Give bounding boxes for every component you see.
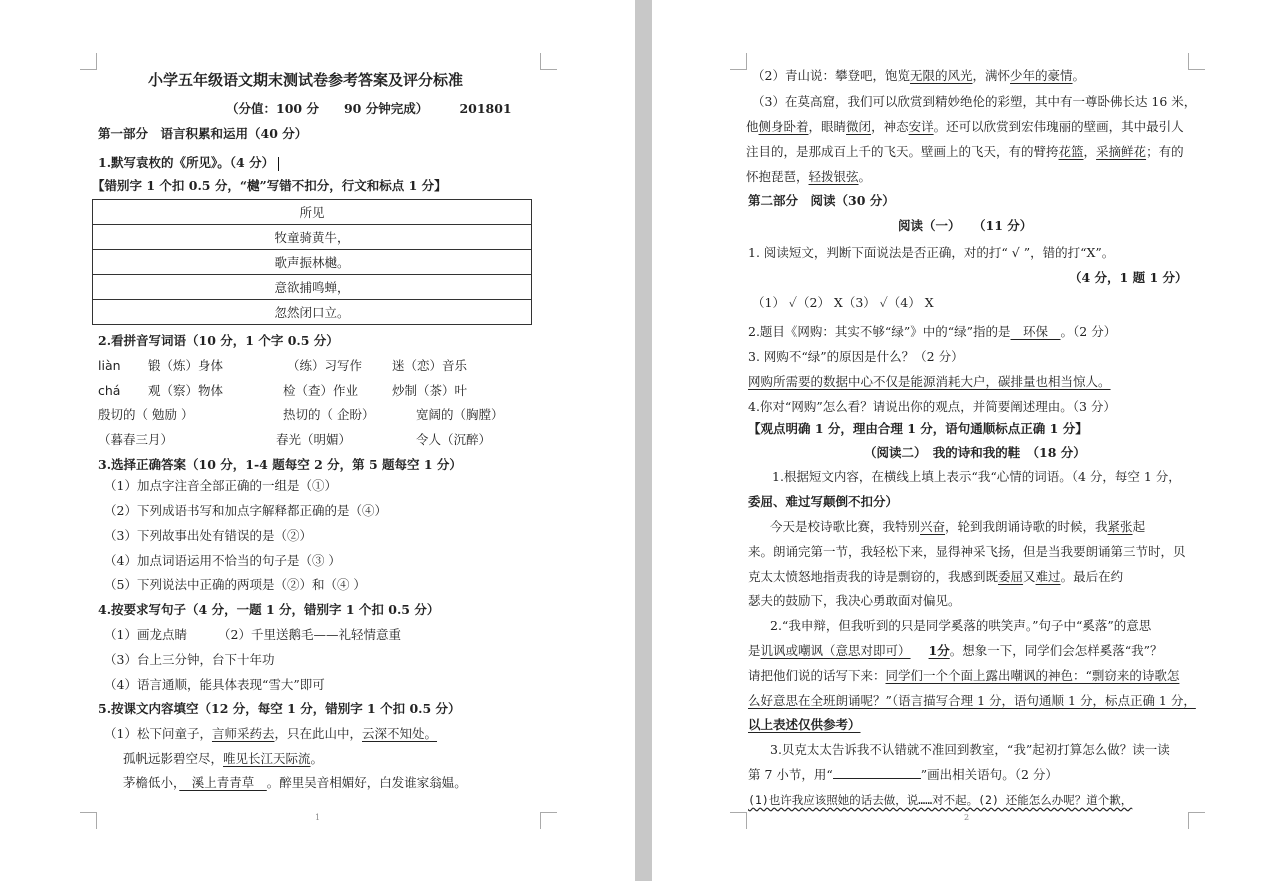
answer-line: （3）台上三分钟，台下十年功 <box>104 652 275 667</box>
answer-text: 观（察）物体 <box>148 383 224 398</box>
document-page-1 <box>0 0 635 881</box>
pinyin: liàn <box>98 358 121 373</box>
section-heading: 第一部分 语言积累和运用（40 分） <box>98 126 308 141</box>
table-cell: 所见 <box>93 200 532 225</box>
answer-text: 殷切的（ 勉励 ） <box>98 407 194 422</box>
answer-line: 克太太愤怒地指责我的诗是剽窃的，我感到既委屈又难过。最后在约 <box>748 569 1124 584</box>
answer-text: 锻（炼）身体 <box>148 358 224 373</box>
answer-line: 来。朗诵完第一节，我轻松下来，显得神采飞扬，但是当我要朗诵第三节时，贝 <box>748 544 1186 559</box>
answer-line: 网购所需要的数据中心不仅是能源消耗大户，碳排量也相当惊人。 <box>748 374 1111 389</box>
answer-line: 怀抱琵琶，轻拨银弦。 <box>746 169 872 184</box>
pinyin: chá <box>98 383 121 398</box>
question-score: （4 分，1 题 1 分） <box>1069 270 1188 285</box>
answer-line: （5）下列说法中正确的两项是（②）和（④ ） <box>104 577 366 592</box>
question-heading: 5.按课文内容填空（12 分，每空 1 分，错别字 1 个扣 0.5 分） <box>98 701 461 716</box>
answer-text: 检（查）作业 <box>283 383 359 398</box>
answer-line: （2）下列成语书写和加点字解释都正确的是（④） <box>104 503 387 518</box>
page-gap <box>635 0 652 881</box>
table-row <box>93 250 532 275</box>
crop-mark <box>80 812 97 829</box>
crop-mark <box>80 53 97 70</box>
answer-line: 么好意思在全班朗诵呢？”（语言描写合理 1 分，语句通顺 1 分，标点正确 1 分， <box>748 693 1196 708</box>
question-heading: 4.按要求写句子（4 分，一题 1 分，错别字 1 个扣 0.5 分） <box>98 602 440 617</box>
document-page-2 <box>652 0 1280 881</box>
question-line: 3.贝克太太告诉我不认错就不准回到教室，“我”起初打算怎么做？读一读 <box>770 742 1170 757</box>
table-cell: 歌声振林樾。 <box>93 250 532 275</box>
page-title: 小学五年级语文期末测试卷参考答案及评分标准 <box>148 71 464 89</box>
answer-line: （3）下列故事出处有错误的是（②） <box>104 528 312 543</box>
crop-mark <box>730 53 747 70</box>
table-row <box>93 275 532 300</box>
poem-table <box>92 199 532 325</box>
scoring-rule: 委屈、难过写颠倒不扣分） <box>748 494 899 509</box>
answer-text: （暮春三月） <box>98 432 174 447</box>
answer-text: 令人（沉醉） <box>416 432 492 447</box>
page-number: 2 <box>964 813 970 822</box>
section-heading: 第二部分 阅读（30 分） <box>748 193 895 208</box>
reading-heading: （阅读二） 我的诗和我的鞋 （18 分） <box>864 445 1086 460</box>
answer-line: （4）语言通顺，能具体表现“雪大”即可 <box>104 677 325 692</box>
table-row <box>93 200 532 225</box>
answer-text: 热切的（ 企盼） <box>283 407 375 422</box>
answer-text: （练）习写作 <box>287 358 363 373</box>
table-cell: 牧童骑黄牛， <box>93 225 532 250</box>
question-heading: 1.默写袁枚的《所见》。（4 分） <box>98 155 279 171</box>
answer-line: （2）青山说：攀登吧，饱览无限的风光，满怀少年的豪情。 <box>752 68 1086 83</box>
subtitle: （分值：100 分 90 分钟完成） 201801 <box>226 101 512 116</box>
answer-line: （1）画龙点睛 <box>104 627 187 642</box>
answer-text: 春光（明媚） <box>276 432 352 447</box>
answer-line: 是讥讽或嘲讽（意思对即可） 1分。想象一下，同学们会怎样奚落“我”？ <box>748 643 1163 658</box>
table-cell: 意欲捕鸣蝉， <box>93 275 532 300</box>
question-heading: 2.看拼音写词语（10 分，1 个字 0.5 分） <box>98 333 339 348</box>
scoring-rule: 【错别字 1 个扣 0.5 分，“樾”写错不扣分，行文和标点 1 分】 <box>92 178 447 193</box>
table-row <box>93 300 532 325</box>
answer-line: （1）加点字注音全部正确的一组是（①） <box>104 478 337 493</box>
table-row <box>93 225 532 250</box>
question-line: 3. 网购不“绿”的原因是什么？（2 分） <box>748 349 964 364</box>
crop-mark <box>1188 812 1205 829</box>
page-number: 1 <box>315 813 321 822</box>
question-line: 2.题目《网购：其实不够“绿”》中的“绿”指的是 环保 。（2 分） <box>748 324 1117 339</box>
scoring-rule: 以上表述仅供参考） <box>748 717 861 732</box>
question-line: 2.“我申辩，但我听到的只是同学奚落的哄笑声。”句子中“奚落”的意思 <box>770 618 1152 633</box>
text-cursor <box>278 157 279 171</box>
answer-line: （2）千里送鹅毛——礼轻情意重 <box>218 627 401 642</box>
answer-text: 炒制（茶）叶 <box>392 383 468 398</box>
crop-mark <box>540 812 557 829</box>
scoring-rule: 【观点明确 1 分，理由合理 1 分，语句通顺标点正确 1 分】 <box>748 421 1088 436</box>
answer-line: 茅檐低小， 溪上青青草 。醉里吴音相媚好，白发谁家翁媪。 <box>123 775 467 790</box>
answer-line: 他侧身卧着，眼睛微闭，神态安详。还可以欣赏到宏伟瑰丽的壁画，其中最引人 <box>746 119 1184 134</box>
answer-line: （1） ✓（2） X（3） ✓（4） X <box>752 295 934 310</box>
answer-line: 瑟夫的鼓励下，我决心勇敢面对偏见。 <box>748 593 961 608</box>
answer-line: 注目的，是那成百上千的飞天。壁画上的飞天，有的臂挎花篮，采摘鲜花；有的 <box>746 144 1184 159</box>
crop-mark <box>540 53 557 70</box>
question-heading: 3.选择正确答案（10 分，1-4 题每空 2 分，第 5 题每空 1 分） <box>98 457 462 472</box>
answer-line: 今天是校诗歌比赛，我特别兴奋，轮到我朗诵诗歌的时候，我紧张起 <box>770 519 1146 534</box>
question-line: 第 7 小节，用“ ”画出相关语句。（2 分） <box>748 767 1058 782</box>
answer-line: （1）松下问童子，言师采药去，只在此山中，云深不知处。 <box>104 726 438 741</box>
answer-line: (1)也许我应该照她的话去做，说……对不起。(2) 还能怎么办呢？道个歉， <box>748 793 1133 807</box>
question-line: 1.根据短文内容，在横线上填上表示“我“心情的词语。（4 分，每空 1 分， <box>772 469 1181 484</box>
crop-mark <box>730 812 747 829</box>
answer-text: 宽阔的（胸膛） <box>416 407 504 422</box>
table-cell: 忽然闭口立。 <box>93 300 532 325</box>
answer-line: 请把他们说的话写下来：同学们一个个面上露出嘲讽的神色：“剽窃来的诗歌怎 <box>748 668 1180 683</box>
question-line: 4.你对“网购”怎么看？请说出你的观点，并简要阐述理由。（3 分） <box>748 399 1116 414</box>
crop-mark <box>1188 53 1205 70</box>
answer-line: （3）在莫高窟，我们可以欣赏到精妙绝伦的彩塑，其中有一尊卧佛长达 16 米， <box>752 94 1197 109</box>
reading-heading: 阅读（一） （11 分） <box>898 218 1033 233</box>
answer-text: 迷（恋）音乐 <box>392 358 468 373</box>
blank-line <box>833 768 921 779</box>
question-line: 1. 阅读短文，判断下面说法是否正确，对的打“ √ ”，错的打“X”。 <box>748 245 1115 260</box>
answer-line: 孤帆远影碧空尽，唯见长江天际流。 <box>123 751 324 766</box>
answer-line: （4）加点词语运用不恰当的句子是（③ ） <box>104 553 341 568</box>
